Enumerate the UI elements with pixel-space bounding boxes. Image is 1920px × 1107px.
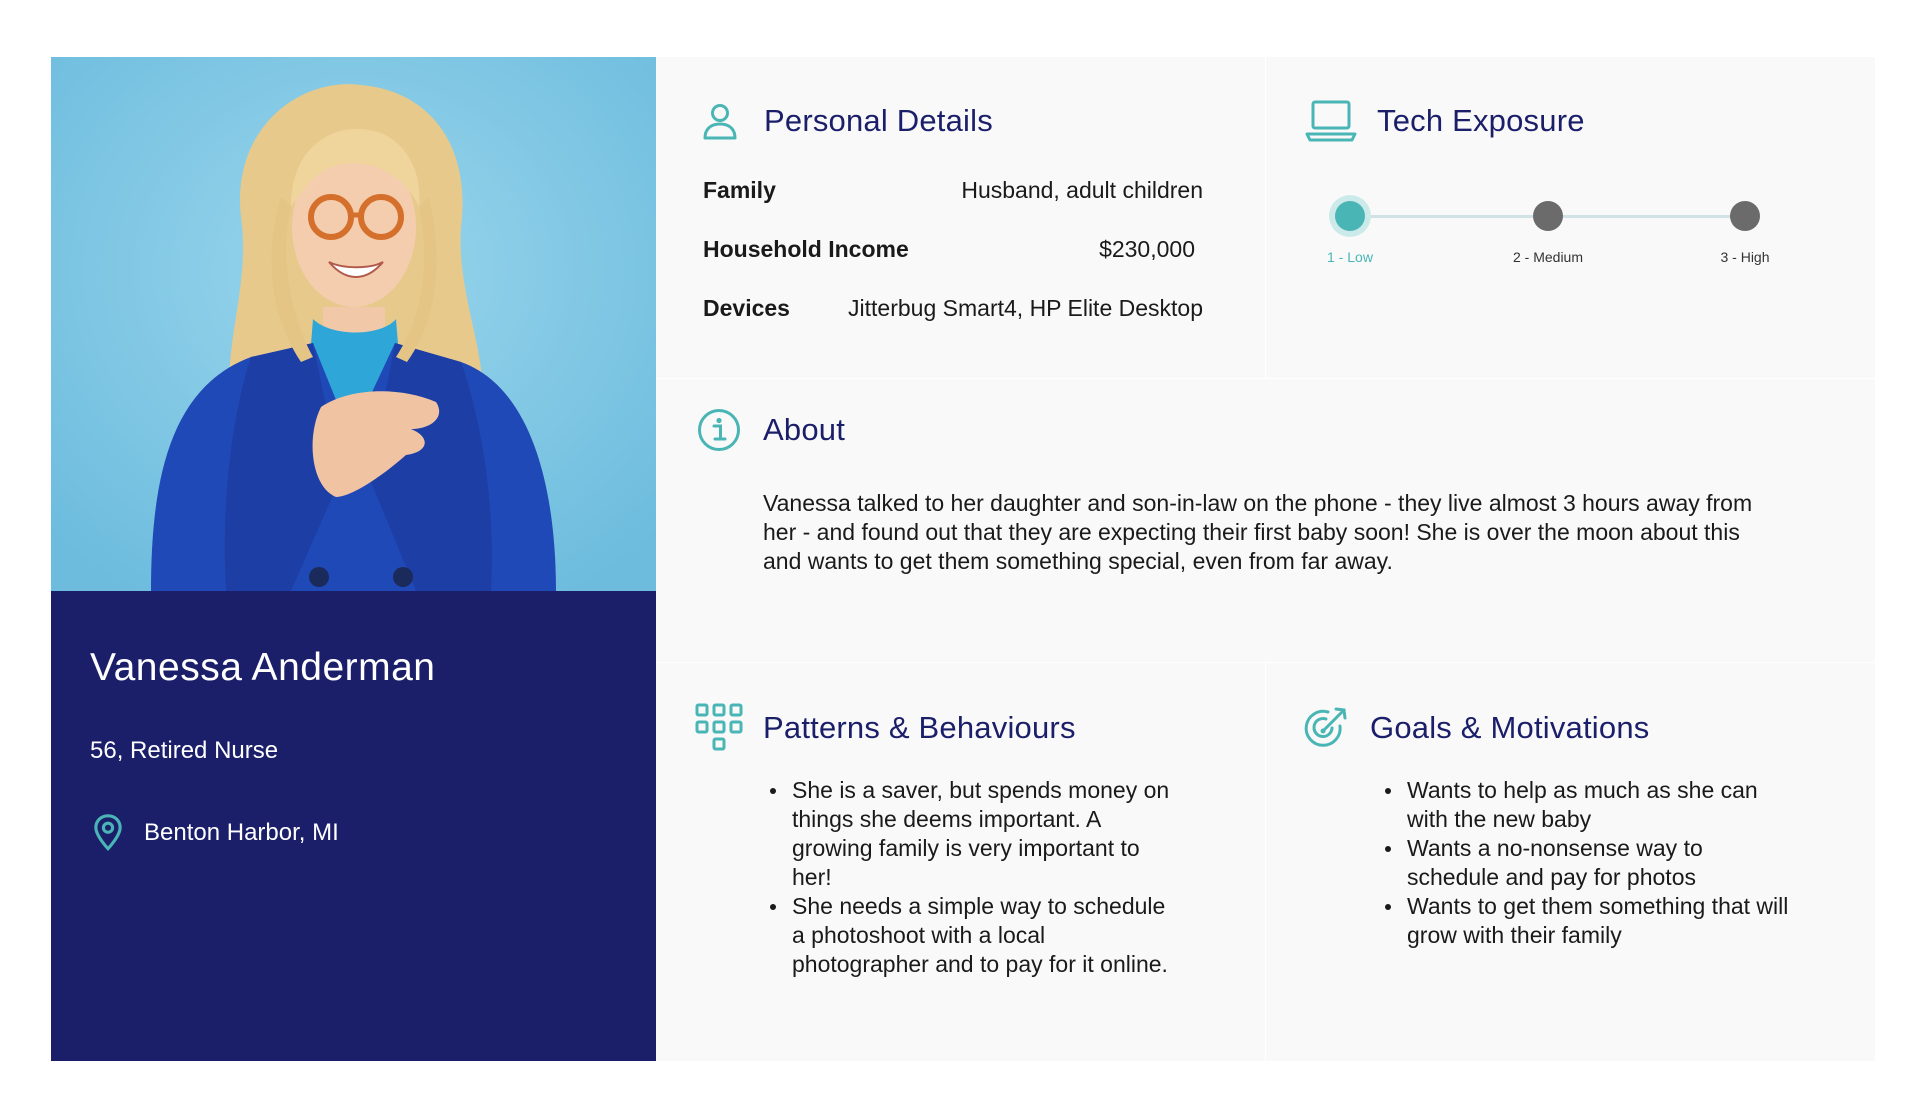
scale-dot-medium [1533,201,1563,231]
grid-icon [695,703,743,753]
target-icon [1302,704,1350,752]
scale-label-low: 1 - Low [1327,249,1373,265]
patterns-panel [656,663,1265,1061]
info-icon [697,408,741,452]
personal-details-title: Personal Details [764,103,993,138]
persona-location [90,813,339,853]
tech-exposure-title: Tech Exposure [1377,103,1585,138]
goals-header [1302,703,1649,753]
tech-exposure-scale [1266,57,1875,378]
scale-dot-high [1730,201,1760,231]
patterns-header [695,703,1076,753]
detail-value: $230,000 [1099,236,1195,262]
list-item: Wants a no-nonsense way to schedule and pay for photos [1379,834,1799,892]
portrait-illustration [51,57,656,591]
location-pin-icon [90,813,126,853]
about-header [697,408,845,452]
personal-details-header [700,101,993,141]
scale-dot-low [1335,201,1365,231]
persona-photo [51,57,656,591]
personal-details-panel [656,57,1265,378]
detail-row-family [703,177,1203,211]
persona-subtitle: 56, Retired Nurse [90,737,279,764]
about-panel [656,379,1875,662]
about-text: Vanessa talked to her daughter and son-in-law on the phone - they live almost 3 hours away from her - and found out that they are expecting their first baby soon! She is over the moon about this and wants to get them something special, even from far away. [763,490,1753,574]
goals-title: Goals & Motivations [1370,710,1650,745]
list-item: Wants to help as much as she can with the new baby [1379,776,1799,834]
detail-row-devices [703,295,1203,329]
detail-label: Devices [703,295,790,321]
detail-row-income [703,236,1195,270]
list-item: Wants to get them something that will grow with their family [1379,892,1799,950]
patterns-title: Patterns & Behaviours [763,710,1076,745]
detail-label: Family [703,177,776,203]
user-icon [700,101,740,141]
scale-label-medium: 2 - Medium [1512,249,1584,265]
persona-name: Vanessa Anderman [90,646,436,689]
goals-panel [1266,663,1875,1061]
persona-card [51,57,1875,1061]
scale-label-high: 3 - High [1720,249,1770,265]
goals-list [1379,776,1799,950]
list-item: She is a saver, but spends money on things she deems important. A growing family is very important to her! [764,776,1184,892]
list-item: She needs a simple way to schedule a photoshoot with a local photographer and to pay for it online. [764,892,1184,979]
profile-panel [51,591,656,1061]
patterns-list [764,776,1184,979]
detail-value: Husband, adult children [961,177,1203,203]
location-text: Benton Harbor, MI [144,819,339,846]
about-title: About [763,412,846,447]
tech-exposure-panel [1266,57,1875,378]
detail-value: Jitterbug Smart4, HP Elite Desktop [848,295,1203,321]
detail-label: Household Income [703,236,909,262]
